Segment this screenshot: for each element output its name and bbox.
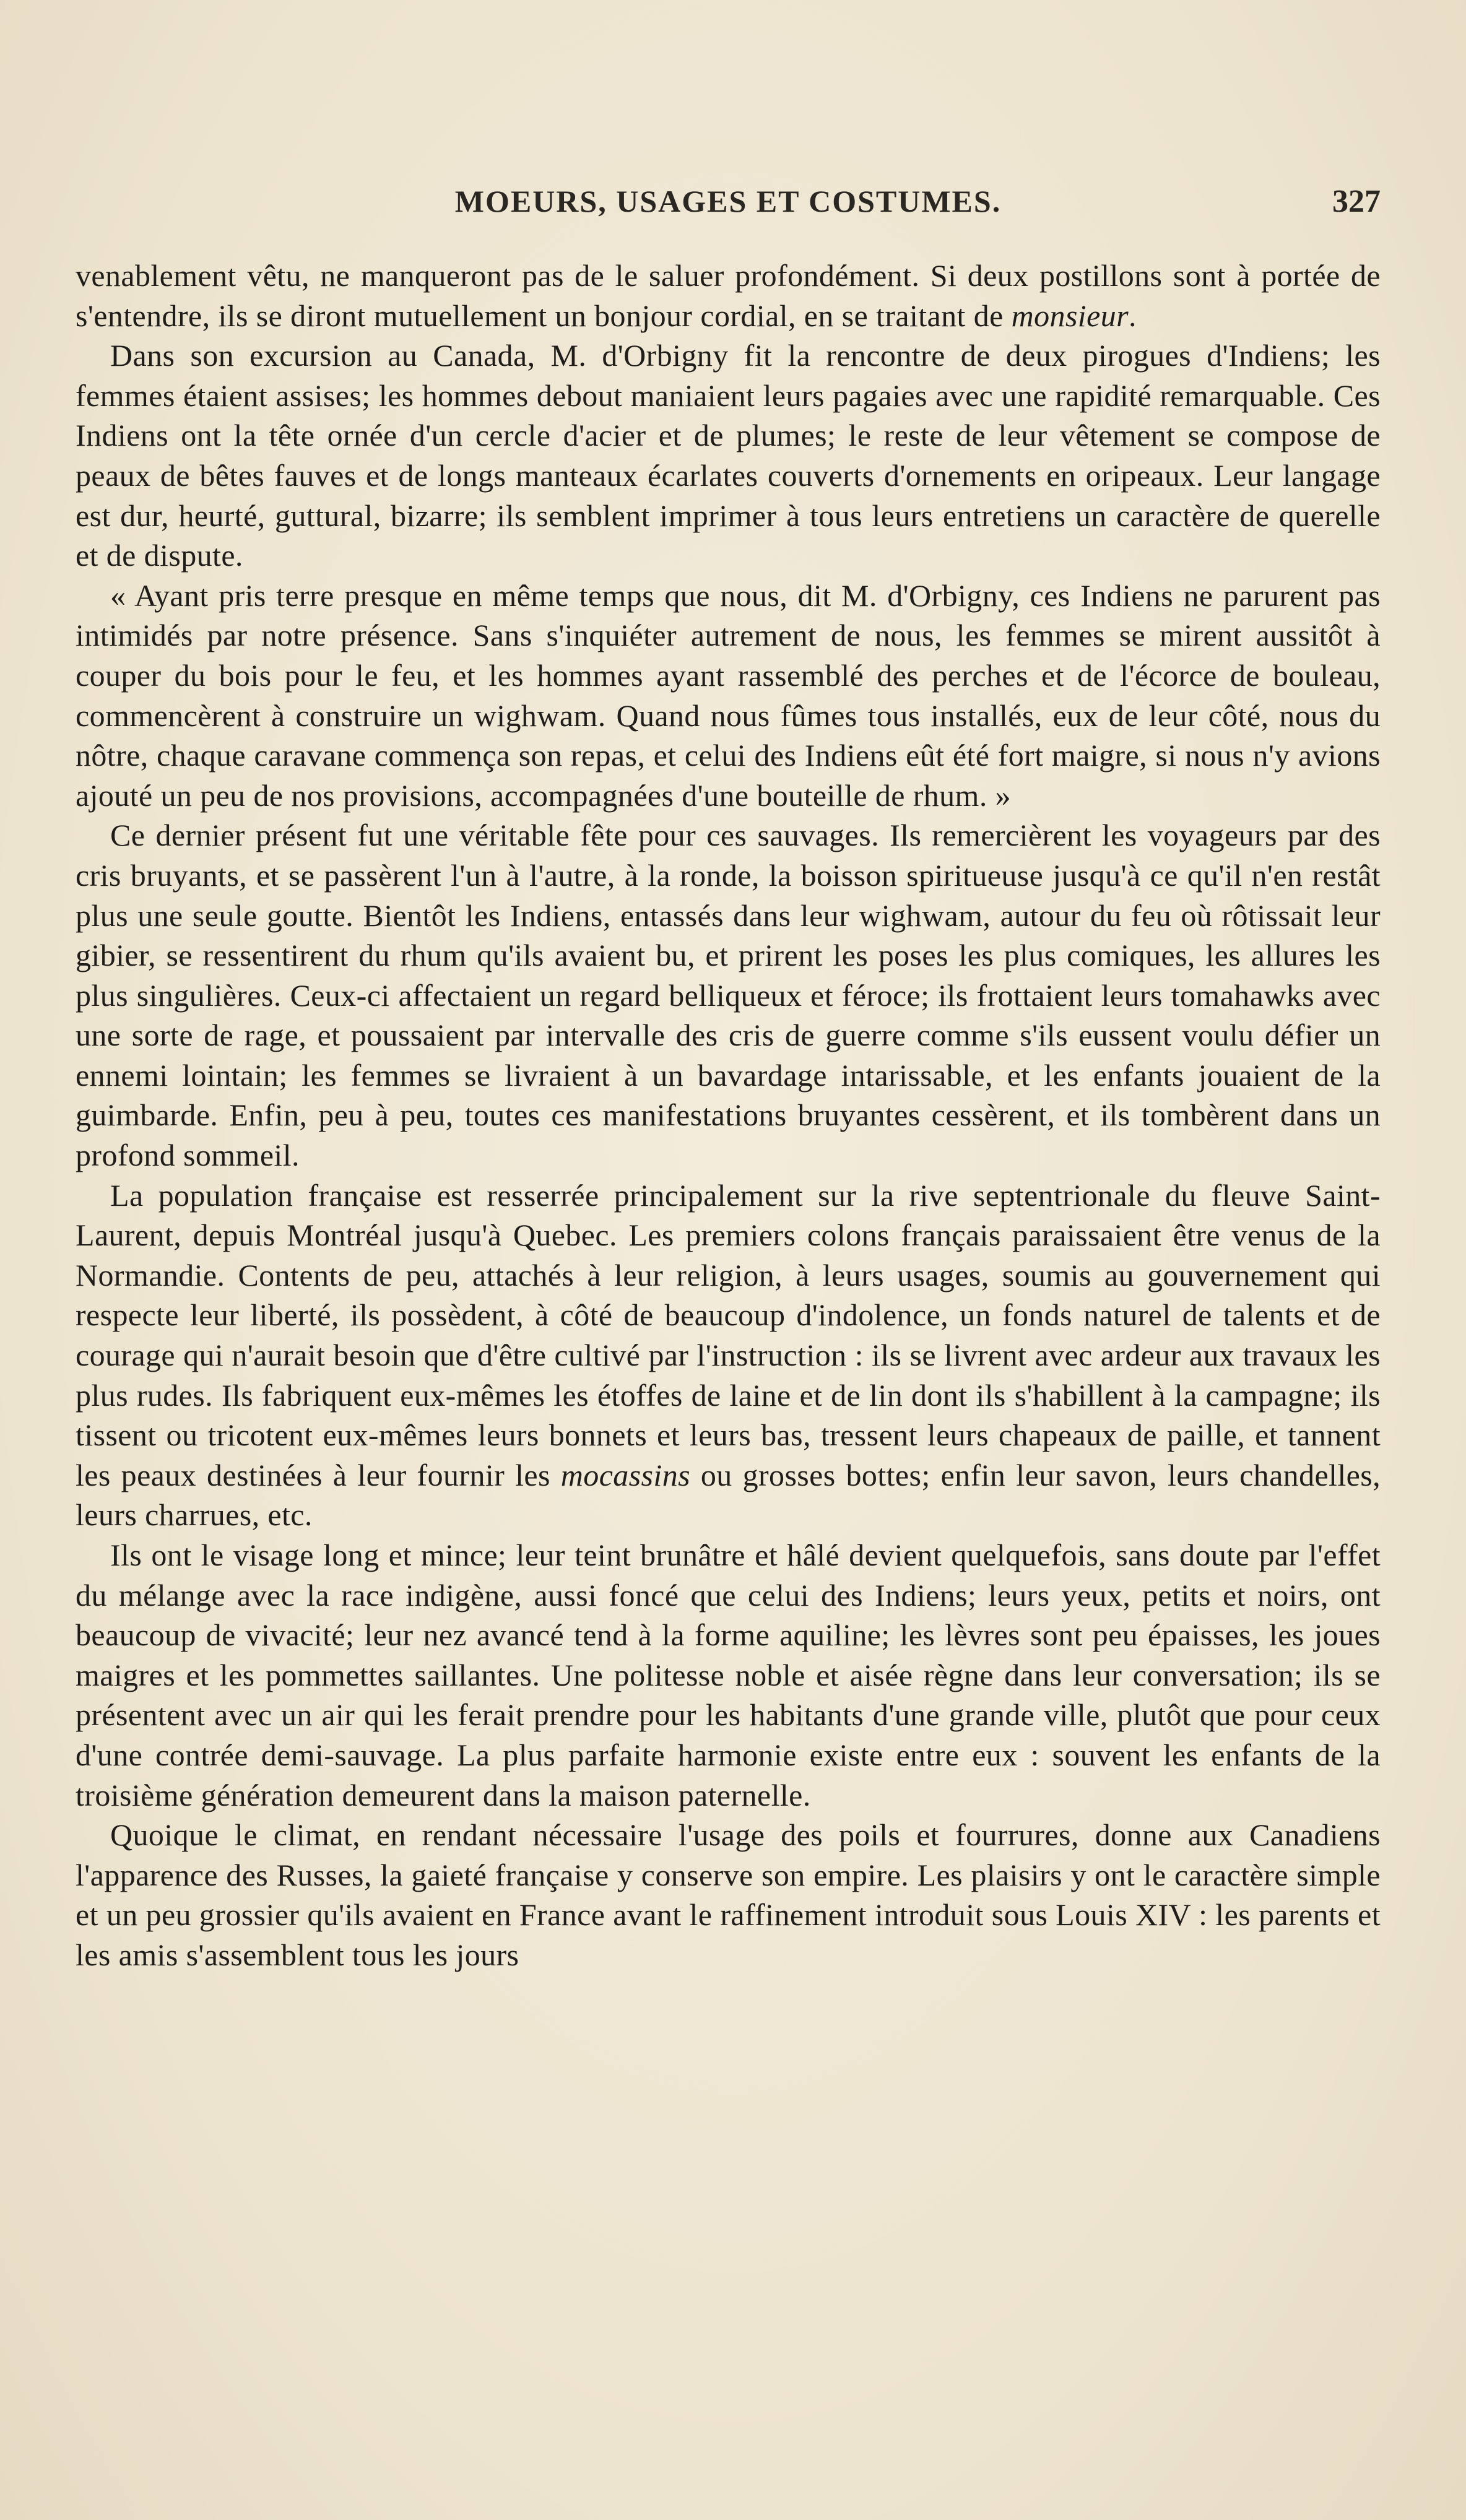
running-title: MOEURS, USAGES ET COSTUMES. — [454, 184, 1002, 219]
paragraph-1 — [76, 256, 1381, 336]
paragraph-4: Ce dernier présent fut une véritable fête pour ces sauvages. Ils remercièrent les voyageurs par des cris bruyants, et se passèrent l'un à l'autre, à la ronde, la boisson spiritueuse jusqu'à ce qu'il n'en restât plus une seule goutte. Bientôt les Indiens, entassés dans leur wighwam, autour du feu où rôtissait leur gibier, se ressentirent du rhum qu'ils avaient bu, et prirent les poses les plus comiques, les allures les plus singulières. Ceux-ci affectaient un regard belliqueux et féroce; ils frottaient leurs tomahawks avec une sorte de rage, et poussaient par intervalle des cris de guerre comme s'ils eussent voulu défier un ennemi lointain; les femmes se livraient à un bavardage intarissable, et les enfants jouaient de la guimbarde. Enfin, peu à peu, toutes ces manifestations bruyantes cessèrent, et ils tombèrent dans un profond sommeil. — [76, 818, 1381, 1173]
body-text — [76, 256, 1381, 1975]
paragraph-7: Quoique le climat, en rendant nécessaire l'usage des poils et fourrures, donne aux Canadiens l'apparence des Russes, la gaieté française y conserve son empire. Les plaisirs y ont le caractère simple et un peu grossier qu'ils avaient en France avant le raffinement introduit sous Louis XIV : les parents et les amis s'assemblent tous les jours — [76, 1817, 1381, 1972]
paragraph-3-quote: « Ayant pris terre presque en même temps que nous, dit M. d'Orbigny, ces Indiens ne parurent pas intimidés par notre présence. Sans s'inquiéter autrement de nous, les femmes se mirent aussitôt à couper du bois pour le feu, et les hommes ayant rassemblé des perches et de l'écorce de bouleau, commencèrent à construire un wighwam. Quand nous fûmes tous installés, eux de leur côté, nous du nôtre, chaque caravane commença son repas, et celui des Indiens eût été fort maigre, si nous n'y avions ajouté un peu de nos provisions, accompagnées d'une bouteille de rhum. » — [76, 578, 1381, 813]
italic-word-mocassins: mocassins — [560, 1457, 690, 1492]
paragraph-1-text: venablement vêtu, ne manqueront pas de le saluer profondément. Si deux postillons sont à portée de s'entendre, ils se diront mutuellement un bonjour cordial, en se traitant de — [76, 258, 1381, 333]
paragraph-5 — [76, 1176, 1381, 1535]
paragraph-1-end: . — [1128, 298, 1137, 333]
italic-word-monsieur: monsieur — [1011, 298, 1129, 333]
page-number: 327 — [1332, 184, 1381, 219]
paragraph-6: Ils ont le visage long et mince; leur teint brunâtre et hâlé devient quelquefois, sans doute par l'effet du mélange avec la race indigène, aussi foncé que celui des Indiens; leurs yeux, petits et noirs, ont beaucoup de vivacité; leur nez avancé tend à la forme aquiline; les lèvres sont peu épaisses, les joues maigres et les pommettes saillantes. Une politesse noble et aisée règne dans leur conversation; ils se présentent avec un air qui les ferait prendre pour les habitants d'une grande ville, plutôt que pour ceux d'une contrée demi-sauvage. La plus parfaite harmonie existe entre eux : souvent les enfants de la troisième génération demeurent dans la maison paternelle. — [76, 1538, 1381, 1812]
page-header — [76, 183, 1381, 227]
paragraph-2: Dans son excursion au Canada, M. d'Orbigny fit la rencontre de deux pirogues d'Indiens; les femmes étaient assises; les hommes debout maniaient leurs pagaies avec une rapidité remarquable. Ces Indiens ont la tête ornée d'un cercle d'acier et de plumes; le reste de leur vêtement se compose de peaux de bêtes fauves et de longs manteaux écarlates couverts d'ornements en oripeaux. Leur langage est dur, heurté, guttural, bizarre; ils semblent imprimer à tous leurs entretiens un caractère de querelle et de dispute. — [76, 338, 1381, 573]
paragraph-5-text: La population française est resserrée principalement sur la rive septentrionale du fleuve Saint-Laurent, depuis Montréal jusqu'à Quebec. Les premiers colons français paraissaient être venus de la Normandie. Contents de peu, attachés à leur religion, à leurs usages, soumis au gouvernement qui respecte leur liberté, ils possèdent, à côté de beaucoup d'indolence, un fonds naturel de talents et de courage qui n'aurait besoin que d'être cultivé par l'instruction : ils se livrent avec ardeur aux travaux les plus rudes. Ils fabriquent eux-mêmes les étoffes de laine et de lin dont ils s'habillent à la campagne; ils tissent ou tricotent eux-mêmes leurs bonnets et leurs bas, tressent leurs chapeaux de paille, et tannent les peaux destinées à leur fournir les — [76, 1177, 1381, 1492]
paragraph-5-end: ou grosses bottes; enfin leur savon, leurs chandelles, leurs charrues, etc. — [76, 1457, 1381, 1533]
